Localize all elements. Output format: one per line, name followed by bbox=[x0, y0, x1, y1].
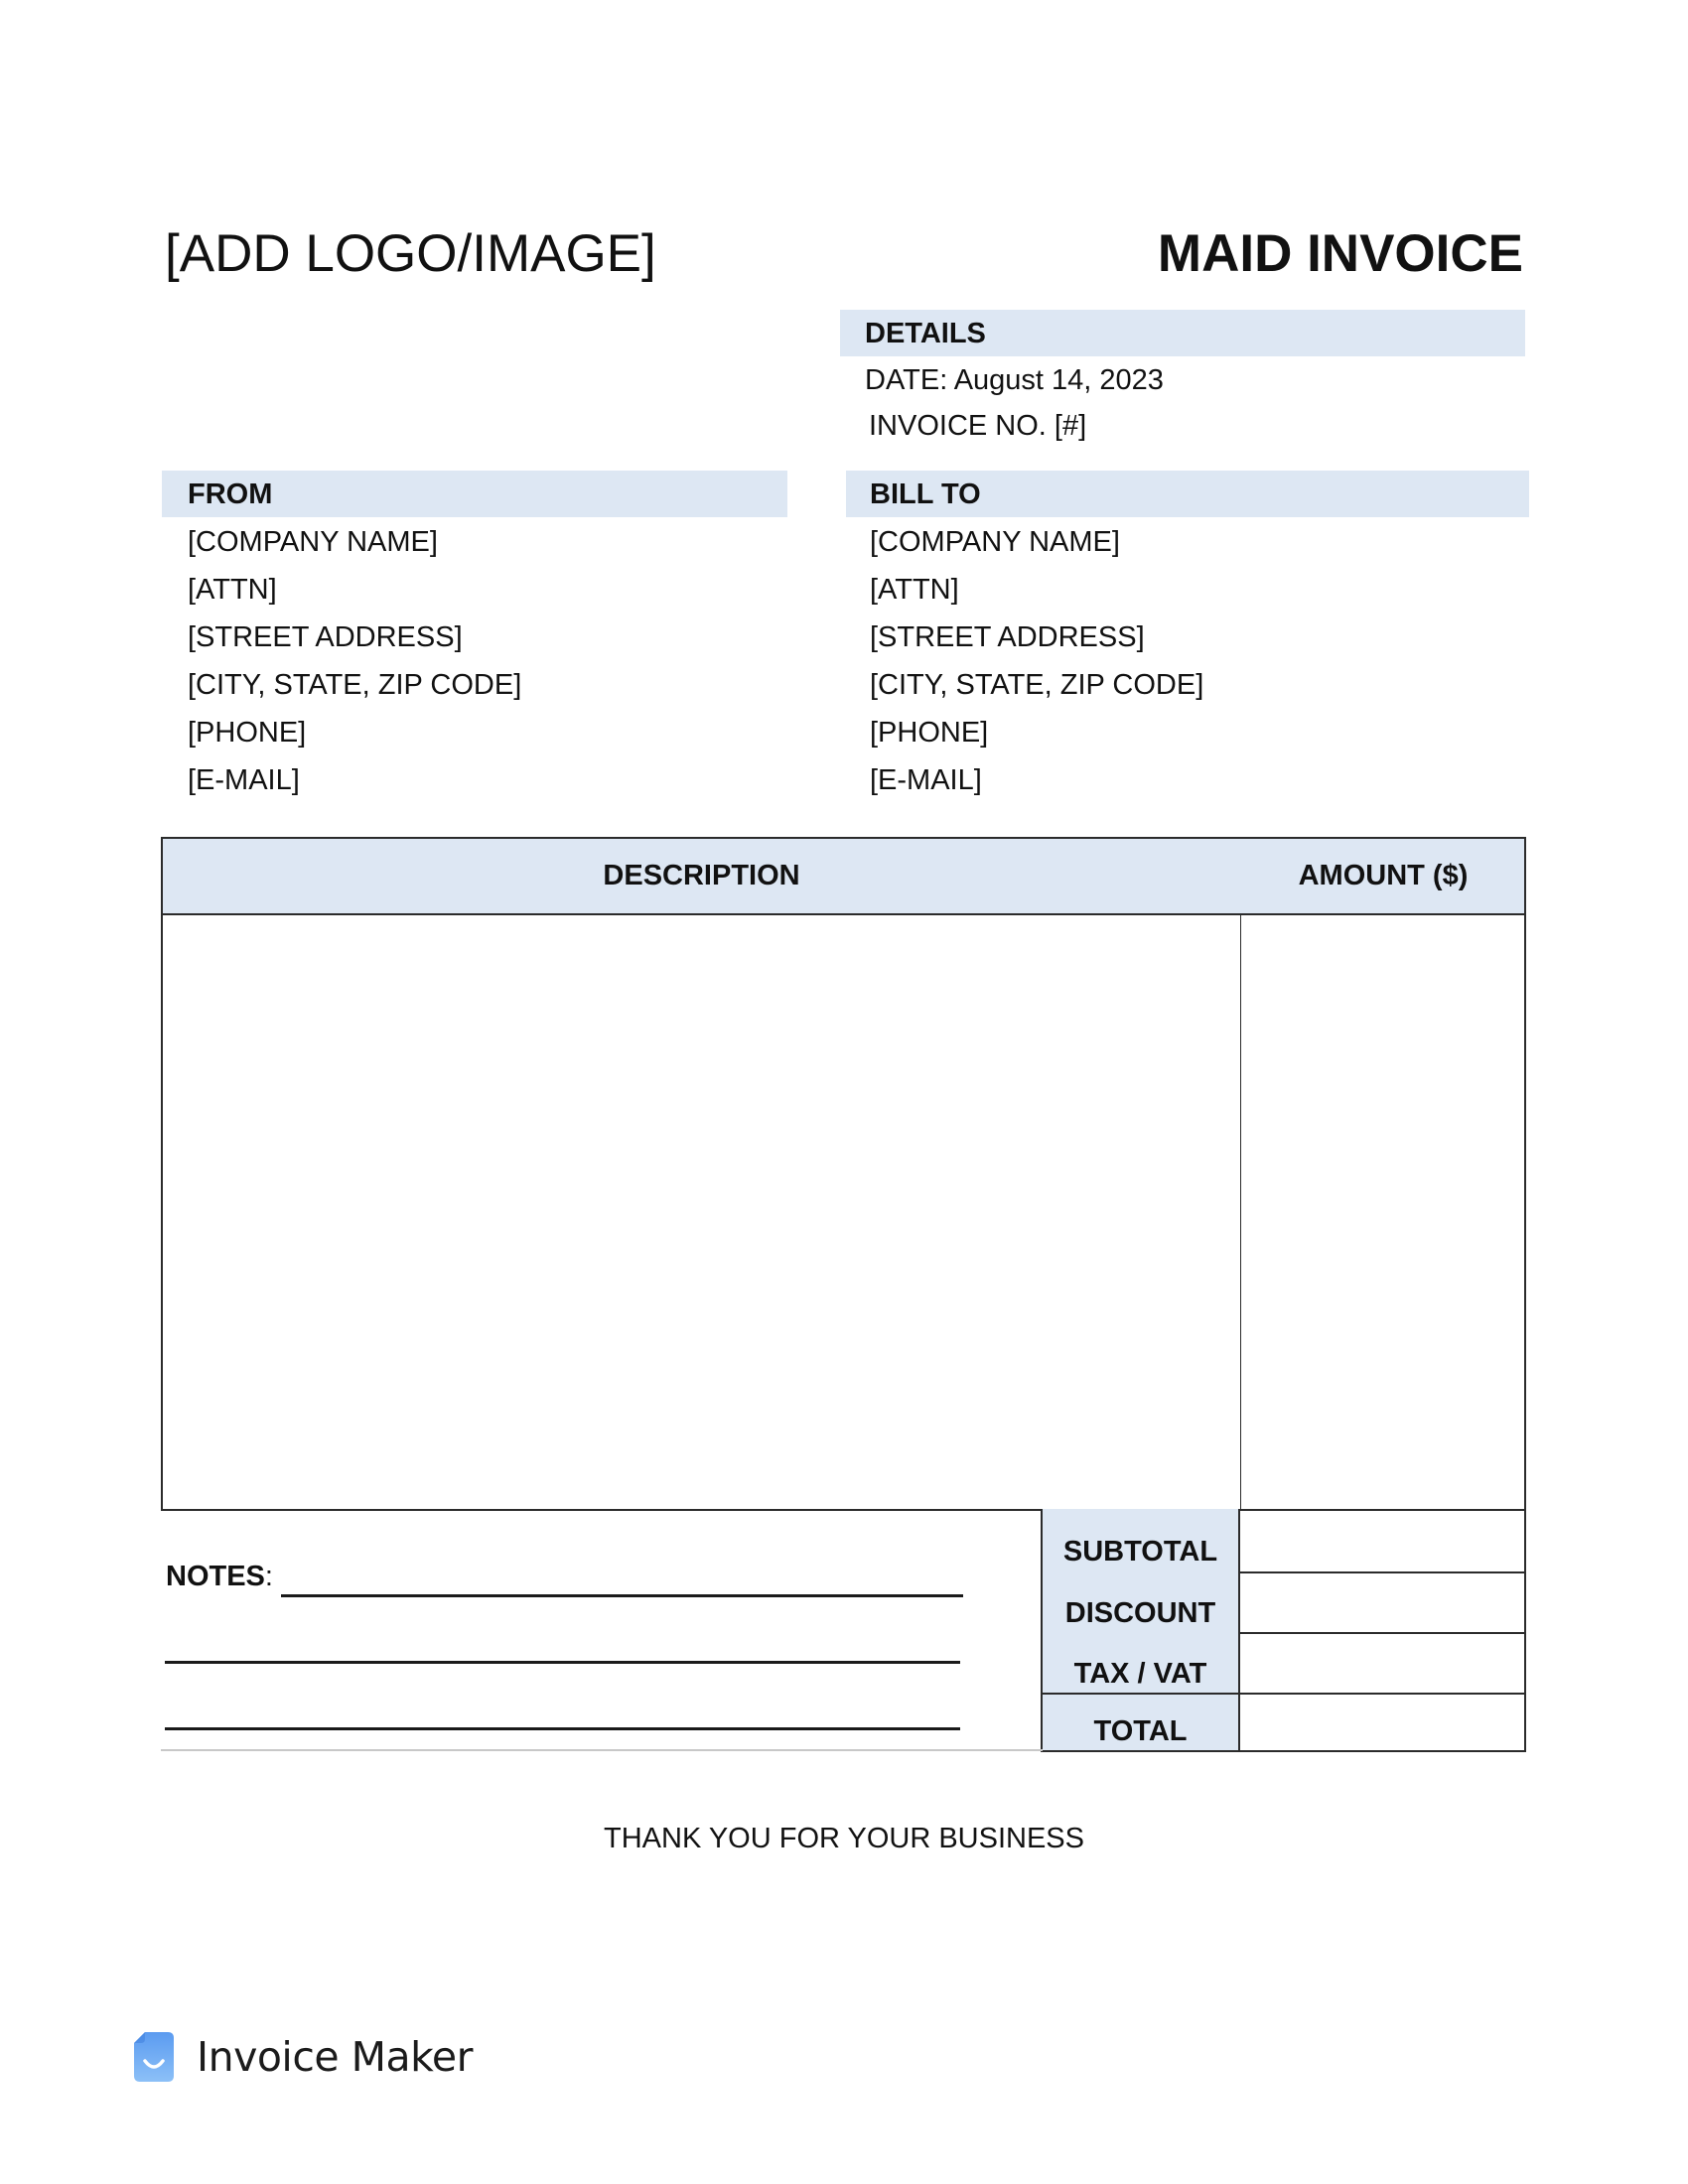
bill-to-company-name[interactable]: [COMPANY NAME] bbox=[870, 526, 1120, 558]
column-header-amount: AMOUNT ($) bbox=[1298, 860, 1469, 891]
invoice-title: MAID INVOICE bbox=[1157, 224, 1523, 283]
brand-name: Invoice Maker bbox=[197, 2033, 473, 2081]
details-heading: DETAILS bbox=[865, 318, 986, 349]
total-label: TOTAL bbox=[1093, 1715, 1188, 1747]
column-divider bbox=[1240, 915, 1241, 1509]
notes-colon: : bbox=[264, 1561, 273, 1592]
from-attn[interactable]: [ATTN] bbox=[188, 574, 277, 606]
from-email[interactable]: [E-MAIL] bbox=[188, 764, 300, 796]
bill-to-phone[interactable]: [PHONE] bbox=[870, 717, 989, 749]
from-city-state-zip[interactable]: [CITY, STATE, ZIP CODE] bbox=[188, 669, 522, 701]
tax-vat-value[interactable] bbox=[1240, 1634, 1524, 1693]
invoice-number[interactable]: INVOICE NO. [#] bbox=[869, 410, 1087, 442]
totals-block bbox=[1041, 1509, 1526, 1752]
logo-placeholder[interactable]: [ADD LOGO/IMAGE] bbox=[165, 224, 656, 283]
description-cell[interactable] bbox=[163, 915, 1240, 1509]
brand-logo bbox=[133, 2031, 473, 2083]
notes-bottom-rule bbox=[161, 1749, 1043, 1751]
notes-line-3[interactable] bbox=[165, 1727, 960, 1730]
total-value[interactable] bbox=[1240, 1695, 1524, 1750]
totals-labels bbox=[1041, 1509, 1240, 1752]
discount-value[interactable] bbox=[1240, 1573, 1524, 1632]
from-street-address[interactable]: [STREET ADDRESS] bbox=[188, 621, 463, 653]
from-heading: FROM bbox=[188, 478, 273, 510]
notes-label bbox=[166, 1563, 273, 1591]
bill-to-city-state-zip[interactable]: [CITY, STATE, ZIP CODE] bbox=[870, 669, 1204, 701]
totals-values bbox=[1240, 1509, 1526, 1752]
from-phone[interactable]: [PHONE] bbox=[188, 717, 307, 749]
thank-you-message: THANK YOU FOR YOUR BUSINESS bbox=[604, 1823, 1084, 1854]
tax-vat-label: TAX / VAT bbox=[1073, 1658, 1207, 1690]
notes-line-1[interactable] bbox=[281, 1594, 963, 1597]
bill-to-heading: BILL TO bbox=[870, 478, 981, 510]
from-company-name[interactable]: [COMPANY NAME] bbox=[188, 526, 438, 558]
notes-line-2[interactable] bbox=[165, 1661, 960, 1664]
bill-to-email[interactable]: [E-MAIL] bbox=[870, 764, 982, 796]
notes-label-text: NOTES bbox=[166, 1561, 265, 1592]
items-table-header bbox=[163, 839, 1524, 915]
bill-to-attn[interactable]: [ATTN] bbox=[870, 574, 959, 606]
invoice-date[interactable]: DATE: August 14, 2023 bbox=[865, 364, 1164, 396]
items-table bbox=[161, 837, 1526, 1511]
discount-label: DISCOUNT bbox=[1064, 1597, 1216, 1629]
subtotal-label: SUBTOTAL bbox=[1062, 1536, 1218, 1568]
column-header-description: DESCRIPTION bbox=[603, 860, 800, 891]
total-separator bbox=[1043, 1693, 1238, 1695]
bill-to-street-address[interactable]: [STREET ADDRESS] bbox=[870, 621, 1145, 653]
subtotal-value[interactable] bbox=[1240, 1509, 1524, 1571]
invoice-maker-icon bbox=[133, 2031, 175, 2083]
amount-cell[interactable] bbox=[1242, 915, 1524, 1509]
